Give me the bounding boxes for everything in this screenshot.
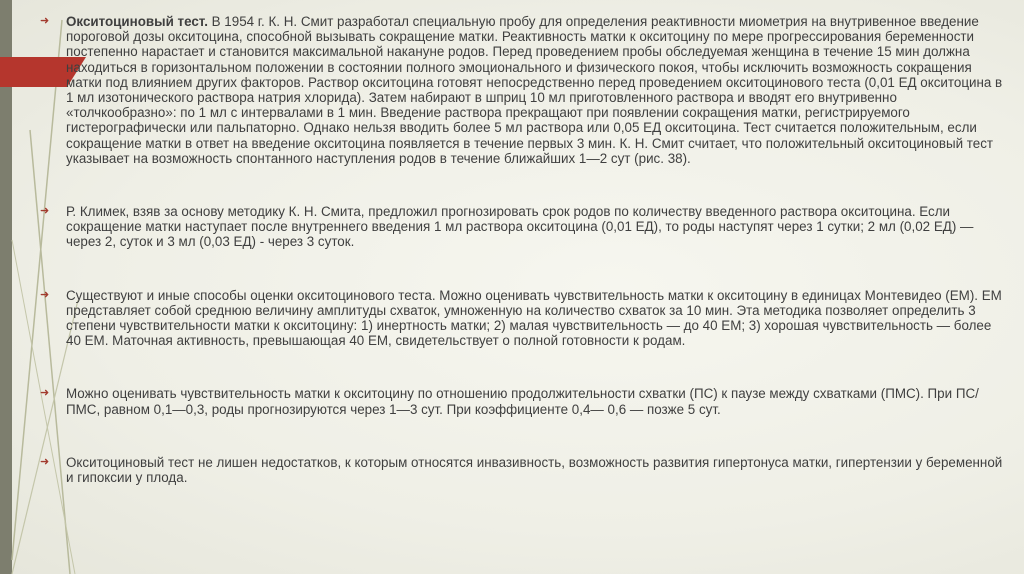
bullet-text: Р. Климек, взяв за основу методику К. Н. Смита, предложил прогнозировать срок родов по количеству введенного раствора окситоцина. Если сокращение матки наступает после внутреннего введения 1 мл раствора окситоцина (0,01 ЕД), то роды наступят через 1 сутки; 2 мл (0,02 ЕД) — через 2, суток и 3 мл (0,03 ЕД) - через 3 суток. — [66, 204, 974, 250]
arrow-right-icon: ➜ — [40, 387, 50, 400]
bullet-ps-pms — [40, 386, 1006, 416]
bullet-montevideo — [40, 288, 1006, 349]
arrow-right-icon: ➜ — [40, 455, 50, 468]
arrow-right-icon: ➜ — [40, 205, 50, 218]
bullet-text: Существуют и иные способы оценки окситоцинового теста. Можно оценивать чувствительность матки к окситоцину в единицах Монтевидео (ЕМ). ЕМ представляет собой среднюю величину амплитуды схваток, умноженную на количество схваток за 10 мин. Эта методика позволяет определить 3 степени чувствительности матки к окситоцину: 1) инертность матки; 2) малая чувствительность — до 40 ЕМ; 3) хорошая чувствительность — более 40 ЕМ. Маточная активность, превышающая 40 ЕМ, свидетельствует о полной готовности к родам. — [66, 287, 1002, 349]
arrow-right-icon: ➜ — [40, 15, 50, 27]
slide-body — [40, 14, 1006, 485]
bullet-text: В 1954 г. К. Н. Смит разработал специальную пробу для определения реактивности миометрия на внутривенное введение пороговой дозы окситоцина, способной вызывать сокращение матки. Реактивность матки к окситоцину по мере прогрессирования беременности постепенно нарастает и становится максимальной накануне родов. Перед проведением пробы обследуемая женщина в течение 15 мин должна находиться в горизонтальном положении в состоянии полного эмоционального и физического покоя, чтобы исключить возможность сокращения матки под влиянием других факторов. Раствор окситоцина готовят непосредственно перед проведением окситоцинового теста (0,01 ЕД окситоцина в 1 мл изотонического раствора натрия хлорида). Затем набирают в шприц 10 мл приготовленного раствора и вводят его внутривенно «толчкообразно»: по 1 мл с интервалами в 1 мин. Введение раствора прекращают при появлении сокращения матки, регистрируемого гистерографически или пальпаторно. Однако нельзя вводить более 5 мл раствора или 0,05 ЕД окситоцина. Тест считается положительным, если сокращение матки в ответ на введение окситоцина появляется в течение первых 3 мин. К. Н. Смит считает, что положительный окситоциновый тест указывает на возможность спонтанного наступления родов в течение ближайших 1—2 сут (рис. 38). — [66, 14, 1003, 166]
bullet-oxytocin-test — [40, 14, 1006, 166]
bullet-drawbacks — [40, 455, 1006, 485]
bullet-klimek — [40, 204, 1006, 250]
bullet-text: Окситоциновый тест не лишен недостатков, к которым относятся инвазивность, возможность развития гипертонуса матки, гипертензии у беременной и гипоксии у плода. — [66, 454, 1003, 486]
bullet-text: Можно оценивать чувствительность матки к окситоцину по отношению продолжительности схватки (ПС) к паузе между схватками (ПМС). При ПС/ПМС, равном 0,1—0,3, роды прогнозируются через 1—3 сут. При коэффициенте 0,4— 0,6 — позже 5 сут. — [66, 386, 979, 417]
bullet-lead: Окситоциновый тест. — [66, 14, 208, 29]
arrow-right-icon: ➜ — [40, 288, 50, 301]
